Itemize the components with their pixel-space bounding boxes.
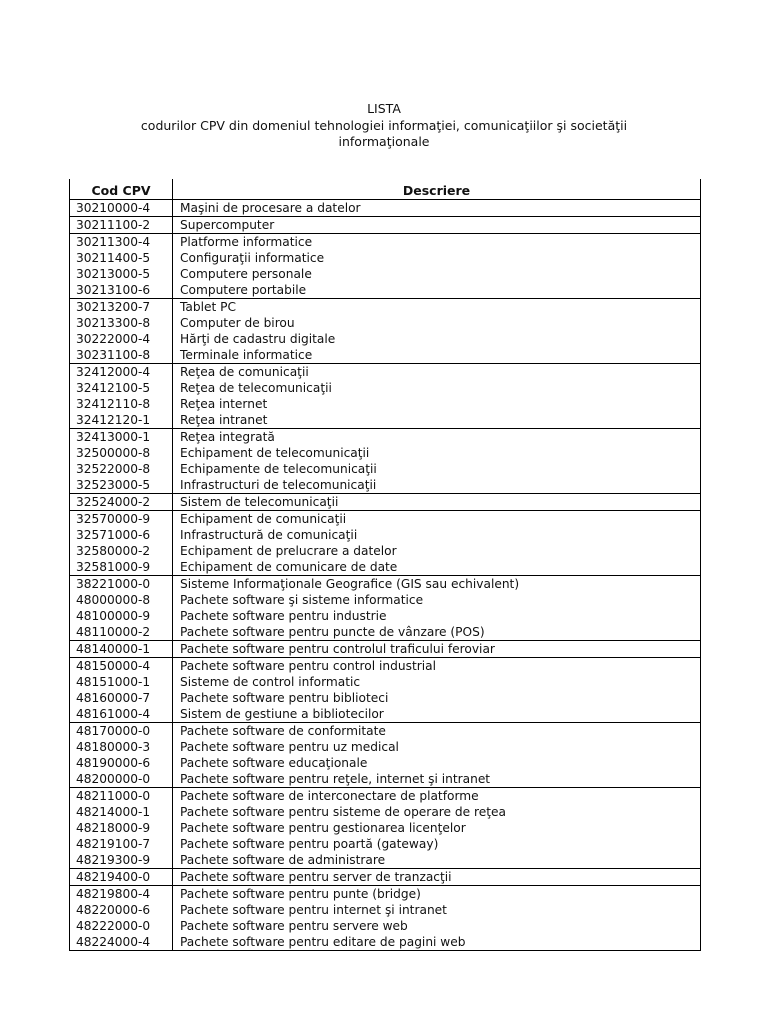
cpv-code-cell: 48219800-4 (70, 886, 173, 903)
table-body (70, 200, 701, 951)
cpv-description-cell: Supercomputer (173, 217, 701, 234)
table-row (70, 674, 701, 690)
cpv-code-cell: 32412110-8 (70, 396, 173, 412)
table-row (70, 836, 701, 852)
cpv-description-cell: Pachete software pentru uz medical (173, 739, 701, 755)
cpv-code-cell: 32580000-2 (70, 543, 173, 559)
cpv-description-cell: Hărţi de cadastru digitale (173, 331, 701, 347)
table-row (70, 250, 701, 266)
cpv-description-cell: Pachete software pentru editare de pagini web (173, 934, 701, 951)
cpv-description-cell: Reţea integrată (173, 429, 701, 446)
table-row (70, 396, 701, 412)
table-row (70, 494, 701, 511)
cpv-description-cell: Echipament de comunicaţii (173, 511, 701, 528)
table-row (70, 461, 701, 477)
cpv-code-cell: 48140000-1 (70, 641, 173, 658)
cpv-code-cell: 32524000-2 (70, 494, 173, 511)
cpv-code-cell: 48214000-1 (70, 804, 173, 820)
cpv-code-cell: 32500000-8 (70, 445, 173, 461)
cpv-description-cell: Infrastructură de comunicaţii (173, 527, 701, 543)
table-row (70, 364, 701, 381)
table-row (70, 755, 701, 771)
table-row (70, 266, 701, 282)
cpv-description-cell: Reţea de telecomunicaţii (173, 380, 701, 396)
cpv-code-cell: 48219100-7 (70, 836, 173, 852)
cpv-code-cell: 48000000-8 (70, 592, 173, 608)
table-row (70, 788, 701, 805)
table-row (70, 592, 701, 608)
cpv-code-cell: 48110000-2 (70, 624, 173, 641)
table-row (70, 641, 701, 658)
cpv-description-cell: Pachete software pentru punte (bridge) (173, 886, 701, 903)
table-row (70, 543, 701, 559)
cpv-code-cell: 32412100-5 (70, 380, 173, 396)
cpv-description-cell: Echipament de comunicare de date (173, 559, 701, 576)
cpv-code-cell: 48190000-6 (70, 755, 173, 771)
table-row (70, 934, 701, 951)
table-row (70, 706, 701, 723)
cpv-description-cell: Pachete software pentru gestionarea licenţelor (173, 820, 701, 836)
table-row (70, 739, 701, 755)
cpv-description-cell: Pachete software pentru control industrial (173, 658, 701, 675)
cpv-description-cell: Reţea intranet (173, 412, 701, 429)
cpv-description-cell: Infrastructuri de telecomunicaţii (173, 477, 701, 494)
table-row (70, 690, 701, 706)
cpv-description-cell: Echipamente de telecomunicaţii (173, 461, 701, 477)
table-row (70, 380, 701, 396)
cpv-code-cell: 48219400-0 (70, 869, 173, 886)
cpv-code-cell: 30211300-4 (70, 234, 173, 251)
cpv-code-cell: 30211400-5 (70, 250, 173, 266)
cpv-code-cell: 48180000-3 (70, 739, 173, 755)
cpv-description-cell: Pachete software pentru server de tranzacţii (173, 869, 701, 886)
cpv-code-cell: 32571000-6 (70, 527, 173, 543)
table-row (70, 299, 701, 316)
table-row (70, 331, 701, 347)
table-row (70, 527, 701, 543)
cpv-description-cell: Pachete software de administrare (173, 852, 701, 869)
cpv-code-cell: 30213200-7 (70, 299, 173, 316)
cpv-code-cell: 30231100-8 (70, 347, 173, 364)
table-row (70, 624, 701, 641)
column-header-code: Cod CPV (70, 179, 173, 200)
cpv-code-cell: 48219300-9 (70, 852, 173, 869)
cpv-description-cell: Sisteme de control informatic (173, 674, 701, 690)
table-row (70, 477, 701, 494)
table-row (70, 804, 701, 820)
cpv-description-cell: Pachete software pentru poartă (gateway) (173, 836, 701, 852)
cpv-description-cell: Pachete software educaţionale (173, 755, 701, 771)
cpv-description-cell: Echipament de prelucrare a datelor (173, 543, 701, 559)
cpv-code-cell: 48200000-0 (70, 771, 173, 788)
cpv-description-cell: Pachete software pentru controlul traficului feroviar (173, 641, 701, 658)
table-row (70, 200, 701, 217)
cpv-code-cell: 48100000-9 (70, 608, 173, 624)
table-row (70, 412, 701, 429)
cpv-description-cell: Maşini de procesare a datelor (173, 200, 701, 217)
heading-title: LISTA (367, 101, 401, 116)
cpv-code-cell: 48151000-1 (70, 674, 173, 690)
cpv-code-cell: 30222000-4 (70, 331, 173, 347)
table-row (70, 429, 701, 446)
cpv-code-cell: 30210000-4 (70, 200, 173, 217)
table-row (70, 608, 701, 624)
cpv-description-cell: Computere personale (173, 266, 701, 282)
cpv-description-cell: Pachete software şi sisteme informatice (173, 592, 701, 608)
cpv-description-cell: Pachete software de conformitate (173, 723, 701, 740)
table-row (70, 217, 701, 234)
table-row (70, 886, 701, 903)
cpv-code-cell: 48220000-6 (70, 902, 173, 918)
cpv-description-cell: Reţea internet (173, 396, 701, 412)
column-header-description: Descriere (173, 179, 701, 200)
cpv-code-cell: 48218000-9 (70, 820, 173, 836)
cpv-description-cell: Terminale informatice (173, 347, 701, 364)
cpv-description-cell: Sistem de gestiune a bibliotecilor (173, 706, 701, 723)
cpv-code-cell: 32523000-5 (70, 477, 173, 494)
cpv-code-cell: 48222000-0 (70, 918, 173, 934)
table-row (70, 315, 701, 331)
cpv-code-cell: 32522000-8 (70, 461, 173, 477)
table-row (70, 869, 701, 886)
cpv-description-cell: Reţea de comunicaţii (173, 364, 701, 381)
cpv-description-cell: Pachete software pentru biblioteci (173, 690, 701, 706)
table-row (70, 445, 701, 461)
cpv-code-cell: 32413000-1 (70, 429, 173, 446)
cpv-description-cell: Pachete software pentru puncte de vânzare (POS) (173, 624, 701, 641)
cpv-code-cell: 30211100-2 (70, 217, 173, 234)
cpv-code-cell: 48224000-4 (70, 934, 173, 951)
table-row (70, 347, 701, 364)
cpv-description-cell: Pachete software pentru industrie (173, 608, 701, 624)
table-row (70, 820, 701, 836)
cpv-code-cell: 48211000-0 (70, 788, 173, 805)
table-row (70, 511, 701, 528)
table-header-row (70, 179, 701, 200)
document-heading (0, 101, 768, 151)
table-row (70, 234, 701, 251)
cpv-code-cell: 48161000-4 (70, 706, 173, 723)
cpv-codes-table (69, 179, 701, 951)
cpv-description-cell: Configuraţii informatice (173, 250, 701, 266)
cpv-description-cell: Sistem de telecomunicaţii (173, 494, 701, 511)
cpv-description-cell: Platforme informatice (173, 234, 701, 251)
table-row (70, 771, 701, 788)
table-row (70, 658, 701, 675)
table-row (70, 918, 701, 934)
table-row (70, 282, 701, 299)
cpv-description-cell: Pachete software pentru sisteme de operare de reţea (173, 804, 701, 820)
cpv-code-cell: 32570000-9 (70, 511, 173, 528)
table-row (70, 852, 701, 869)
cpv-code-cell: 48150000-4 (70, 658, 173, 675)
cpv-code-cell: 32412000-4 (70, 364, 173, 381)
cpv-code-cell: 32412120-1 (70, 412, 173, 429)
heading-subtitle-line1: codurilor CPV din domeniul tehnologiei informaţiei, comunicaţiilor şi societăţii (140, 117, 628, 133)
cpv-code-cell: 30213000-5 (70, 266, 173, 282)
cpv-description-cell: Echipament de telecomunicaţii (173, 445, 701, 461)
table-row (70, 723, 701, 740)
cpv-description-cell: Computere portabile (173, 282, 701, 299)
cpv-code-cell: 38221000-0 (70, 576, 173, 593)
heading-subtitle-line2: informaţionale (338, 134, 430, 149)
cpv-code-cell: 32581000-9 (70, 559, 173, 576)
cpv-code-cell: 48170000-0 (70, 723, 173, 740)
cpv-description-cell: Computer de birou (173, 315, 701, 331)
cpv-code-cell: 30213100-6 (70, 282, 173, 299)
table-row (70, 559, 701, 576)
cpv-description-cell: Pachete software de interconectare de platforme (173, 788, 701, 805)
cpv-description-cell: Sisteme Informaţionale Geografice (GIS sau echivalent) (173, 576, 701, 593)
cpv-code-cell: 30213300-8 (70, 315, 173, 331)
cpv-description-cell: Pachete software pentru reţele, internet şi intranet (173, 771, 701, 788)
cpv-code-cell: 48160000-7 (70, 690, 173, 706)
cpv-description-cell: Pachete software pentru servere web (173, 918, 701, 934)
cpv-description-cell: Pachete software pentru internet şi intranet (173, 902, 701, 918)
table-row (70, 576, 701, 593)
table-row (70, 902, 701, 918)
cpv-description-cell: Tablet PC (173, 299, 701, 316)
